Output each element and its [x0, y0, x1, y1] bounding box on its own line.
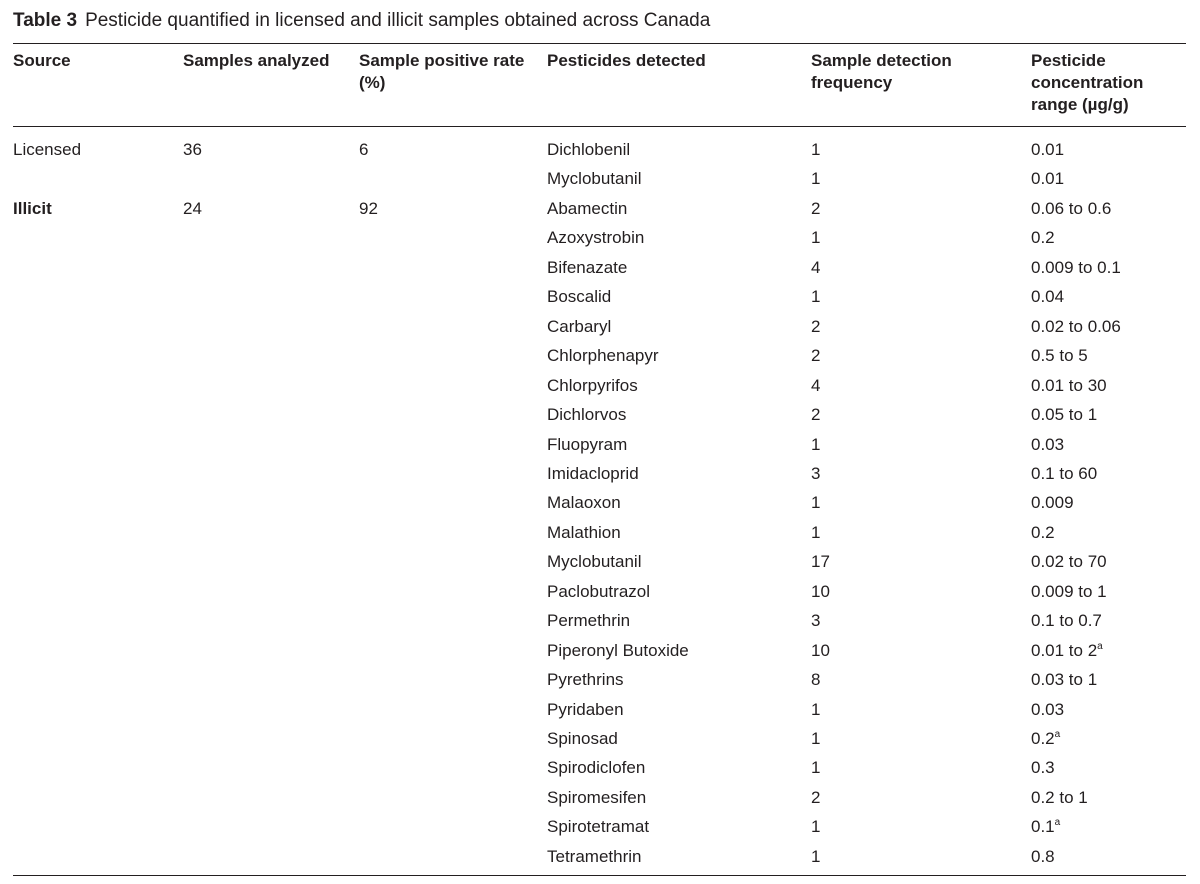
- table-row: [0, 551, 1200, 580]
- concentration-range-cell: [1031, 434, 1064, 456]
- table-row: [0, 168, 1200, 197]
- concentration-range-cell: [1031, 227, 1055, 249]
- concentration-range-cell: [1031, 728, 1060, 750]
- concentration-range-cell: [1031, 198, 1111, 220]
- pesticide-cell-text: Boscalid: [547, 287, 612, 307]
- detection-frequency-cell: [811, 375, 820, 397]
- detection-frequency-cell-text: 4: [811, 375, 821, 395]
- pesticide-cell-text: Pyridaben: [547, 699, 624, 719]
- concentration-range-cell-text: 0.2: [1031, 228, 1055, 248]
- pesticide-cell: [547, 139, 630, 161]
- pesticide-cell: [547, 375, 638, 397]
- positive-rate-cell-text: 6: [359, 140, 369, 159]
- detection-frequency-cell-text: 1: [811, 846, 821, 866]
- table-row: [0, 345, 1200, 374]
- concentration-range-cell: [1031, 463, 1097, 485]
- table-row: [0, 227, 1200, 256]
- pesticide-cell: [547, 551, 642, 573]
- footnote-marker: a: [1097, 640, 1103, 652]
- pesticide-cell: [547, 227, 644, 249]
- pesticide-cell-text: Carbaryl: [547, 316, 612, 336]
- concentration-range-cell-text: 0.2 to 1: [1031, 787, 1088, 807]
- header-concentration-range-line: concentration: [1031, 73, 1144, 92]
- detection-frequency-cell-text: 2: [811, 787, 821, 807]
- detection-frequency-cell: [811, 522, 820, 544]
- header-samples-analyzed: [183, 50, 329, 72]
- concentration-range-cell-text: 0.009 to 1: [1031, 581, 1107, 601]
- detection-frequency-cell: [811, 728, 820, 750]
- pesticide-cell-text: Myclobutanil: [547, 552, 642, 572]
- detection-frequency-cell: [811, 316, 820, 338]
- pesticide-cell-text: Piperonyl Butoxide: [547, 640, 689, 660]
- pesticide-cell: [547, 728, 618, 750]
- concentration-range-cell: [1031, 404, 1097, 426]
- concentration-range-cell: [1031, 787, 1088, 809]
- pesticide-cell: [547, 257, 627, 279]
- detection-frequency-cell-text: 17: [811, 552, 830, 572]
- footnote-marker: a: [1054, 817, 1061, 829]
- detection-frequency-cell-text: 2: [811, 316, 821, 336]
- table-caption: [13, 9, 710, 33]
- pesticide-cell-text: Chlorphenapyr: [547, 346, 659, 366]
- concentration-range-cell-text: 0.03: [1031, 434, 1065, 454]
- detection-frequency-cell: [811, 404, 820, 426]
- pesticide-cell-text: Spinosad: [547, 729, 618, 748]
- pesticide-cell: [547, 286, 611, 308]
- detection-frequency-cell-text: 1: [811, 434, 821, 454]
- pesticide-cell: [547, 168, 642, 190]
- detection-frequency-cell-text: 1: [811, 522, 821, 542]
- detection-frequency-cell: [811, 816, 820, 838]
- table-top-rule: [13, 43, 1186, 44]
- pesticide-cell: [547, 669, 624, 691]
- concentration-range-cell: [1031, 846, 1055, 868]
- concentration-range-cell-text: 0.1 to 60: [1031, 463, 1098, 483]
- pesticide-cell: [547, 787, 646, 809]
- table-caption-text: Pesticide quantified in licensed and illicit samples obtained across Canada: [85, 10, 711, 31]
- pesticide-cell-text: Malathion: [547, 522, 621, 542]
- detection-frequency-cell: [811, 610, 820, 632]
- detection-frequency-cell: [811, 787, 820, 809]
- pesticide-cell: [547, 699, 624, 721]
- detection-frequency-cell-text: 1: [811, 228, 821, 248]
- table-row: [0, 757, 1200, 786]
- table-row: [0, 787, 1200, 816]
- detection-frequency-cell-text: 1: [811, 817, 821, 837]
- table-row: [0, 610, 1200, 639]
- pesticide-cell-text: Dichlorvos: [547, 405, 627, 425]
- detection-frequency-cell: [811, 139, 820, 161]
- samples-analyzed-cell: [183, 198, 202, 220]
- pesticide-cell: [547, 463, 639, 485]
- detection-frequency-cell: [811, 198, 820, 220]
- concentration-range-cell-text: 0.1: [1031, 817, 1055, 837]
- detection-frequency-cell: [811, 551, 830, 573]
- pesticide-cell: [547, 757, 645, 779]
- concentration-range-cell: [1031, 610, 1102, 632]
- concentration-range-cell-text: 0.1 to 0.7: [1031, 611, 1102, 631]
- header-concentration-range-line: Pesticide: [1031, 51, 1106, 70]
- detection-frequency-cell-text: 1: [811, 699, 821, 719]
- table-label: Table 3: [13, 10, 78, 31]
- concentration-range-cell: [1031, 522, 1055, 544]
- table-row: [0, 728, 1200, 757]
- pesticide-cell-text: Paclobutrazol: [547, 581, 651, 601]
- pesticide-cell-text: Azoxystrobin: [547, 228, 645, 248]
- pesticide-cell: [547, 345, 659, 367]
- concentration-range-cell-text: 0.009: [1031, 493, 1074, 513]
- samples-analyzed-cell-text: 24: [183, 198, 202, 218]
- detection-frequency-cell: [811, 463, 820, 485]
- table-row: [0, 316, 1200, 345]
- table-row: [0, 846, 1200, 875]
- header-detection-frequency-line: frequency: [811, 73, 893, 92]
- pesticide-cell-text: Pyrethrins: [547, 670, 624, 690]
- table-row: [0, 699, 1200, 728]
- detection-frequency-cell: [811, 345, 820, 367]
- detection-frequency-cell-text: 3: [811, 463, 821, 483]
- concentration-range-cell: [1031, 669, 1097, 691]
- concentration-range-cell: [1031, 139, 1064, 161]
- detection-frequency-cell: [811, 757, 820, 779]
- detection-frequency-cell-text: 1: [811, 493, 821, 513]
- concentration-range-cell-text: 0.01: [1031, 140, 1065, 159]
- concentration-range-cell-text: 0.03: [1031, 699, 1065, 719]
- concentration-range-cell-text: 0.01: [1031, 169, 1065, 189]
- pesticide-cell-text: Imidacloprid: [547, 463, 639, 483]
- pesticide-cell: [547, 846, 641, 868]
- source-cell: [13, 139, 81, 161]
- detection-frequency-cell-text: 4: [811, 257, 821, 277]
- concentration-range-cell-text: 0.2: [1031, 522, 1055, 542]
- detection-frequency-cell: [811, 581, 830, 603]
- pesticide-cell-text: Fluopyram: [547, 434, 628, 454]
- table-row: [0, 198, 1200, 227]
- concentration-range-cell-text: 0.009 to 0.1: [1031, 257, 1121, 277]
- table-row: [0, 522, 1200, 551]
- detection-frequency-cell: [811, 257, 820, 279]
- source-cell-text: Illicit: [13, 198, 52, 218]
- concentration-range-cell: [1031, 581, 1107, 603]
- detection-frequency-cell: [811, 699, 820, 721]
- concentration-range-cell-text: 0.04: [1031, 287, 1065, 307]
- table-row: [0, 286, 1200, 315]
- detection-frequency-cell: [811, 492, 820, 514]
- pesticide-cell-text: Abamectin: [547, 198, 628, 218]
- pesticide-cell-text: Chlorpyrifos: [547, 375, 638, 395]
- concentration-range-cell-text: 0.3: [1031, 758, 1055, 778]
- detection-frequency-cell-text: 8: [811, 670, 821, 690]
- concentration-range-cell: [1031, 375, 1107, 397]
- table-row: [0, 257, 1200, 286]
- concentration-range-cell: [1031, 816, 1060, 838]
- positive-rate-cell-text: 92: [359, 198, 378, 218]
- header-positive-rate: [359, 50, 524, 94]
- samples-analyzed-cell-text: 36: [183, 140, 202, 159]
- concentration-range-cell-text: 0.02 to 70: [1031, 552, 1107, 572]
- concentration-range-cell: [1031, 286, 1064, 308]
- concentration-range-cell-text: 0.06 to 0.6: [1031, 198, 1112, 218]
- footnote-marker: a: [1054, 729, 1061, 740]
- header-pesticides-detected: [547, 50, 706, 72]
- detection-frequency-cell-text: 10: [811, 640, 830, 660]
- pesticide-cell: [547, 434, 627, 456]
- table-row: [0, 434, 1200, 463]
- concentration-range-cell-text: 0.2: [1031, 729, 1055, 748]
- concentration-range-cell: [1031, 345, 1088, 367]
- pesticide-cell: [547, 610, 630, 632]
- concentration-range-cell-text: 0.01 to 2: [1031, 640, 1098, 660]
- table-row: [0, 375, 1200, 404]
- positive-rate-cell: [359, 139, 368, 161]
- pesticide-cell: [547, 198, 627, 220]
- table-row: [0, 581, 1200, 610]
- header-concentration-range-line: range (µg/g): [1031, 95, 1129, 114]
- concentration-range-cell: [1031, 699, 1064, 721]
- table-header-rule: [13, 126, 1186, 127]
- header-positive-rate-line: (%): [359, 73, 386, 92]
- header-source: [13, 50, 71, 72]
- detection-frequency-cell-text: 2: [811, 405, 821, 425]
- header-concentration-range: [1031, 50, 1143, 116]
- detection-frequency-cell: [811, 168, 820, 190]
- detection-frequency-cell: [811, 286, 820, 308]
- pesticide-cell-text: Myclobutanil: [547, 169, 642, 189]
- detection-frequency-cell-text: 1: [811, 169, 821, 189]
- detection-frequency-cell: [811, 669, 820, 691]
- table-row: [0, 463, 1200, 492]
- pesticide-cell-text: Spirodiclofen: [547, 758, 646, 778]
- pesticide-cell: [547, 404, 626, 426]
- concentration-range-cell-text: 0.05 to 1: [1031, 405, 1098, 425]
- concentration-range-cell-text: 0.01 to 30: [1031, 375, 1107, 395]
- header-detection-frequency: [811, 50, 952, 94]
- pesticide-cell-text: Permethrin: [547, 611, 631, 631]
- header-positive-rate-line: Sample positive rate: [359, 51, 525, 70]
- detection-frequency-cell: [811, 227, 820, 249]
- detection-frequency-cell: [811, 434, 820, 456]
- header-detection-frequency-line: Sample detection: [811, 51, 952, 70]
- table-row: [0, 669, 1200, 698]
- source-cell-text: Licensed: [13, 140, 82, 159]
- detection-frequency-cell-text: 1: [811, 287, 821, 307]
- detection-frequency-cell-text: 1: [811, 758, 821, 778]
- concentration-range-cell-text: 0.02 to 0.06: [1031, 316, 1121, 336]
- pesticide-cell: [547, 316, 611, 338]
- pesticide-cell-text: Dichlobenil: [547, 140, 631, 159]
- concentration-range-cell-text: 0.5 to 5: [1031, 346, 1088, 366]
- pesticide-cell: [547, 492, 621, 514]
- table-row: [0, 404, 1200, 433]
- detection-frequency-cell: [811, 846, 820, 868]
- table-row: [0, 139, 1200, 168]
- positive-rate-cell: [359, 198, 378, 220]
- concentration-range-cell: [1031, 316, 1121, 338]
- concentration-range-cell: [1031, 257, 1121, 279]
- pesticide-cell: [547, 581, 650, 603]
- concentration-range-cell: [1031, 492, 1074, 514]
- pesticide-cell-text: Spiromesifen: [547, 787, 647, 807]
- header-samples-analyzed-line: Samples analyzed: [183, 51, 330, 70]
- pesticide-cell-text: Malaoxon: [547, 493, 621, 513]
- detection-frequency-cell-text: 2: [811, 198, 821, 218]
- detection-frequency-cell-text: 1: [811, 729, 821, 748]
- table-row: [0, 640, 1200, 669]
- pesticide-cell: [547, 640, 689, 662]
- pesticide-cell: [547, 522, 621, 544]
- detection-frequency-cell-text: 10: [811, 581, 830, 601]
- concentration-range-cell: [1031, 168, 1064, 190]
- pesticide-cell-text: Spirotetramat: [547, 817, 650, 837]
- table-row: [0, 492, 1200, 521]
- detection-frequency-cell: [811, 640, 830, 662]
- concentration-range-cell-text: 0.03 to 1: [1031, 670, 1098, 690]
- samples-analyzed-cell: [183, 139, 202, 161]
- detection-frequency-cell-text: 2: [811, 346, 821, 366]
- detection-frequency-cell-text: 3: [811, 611, 821, 631]
- table-row: [0, 816, 1200, 845]
- pesticide-cell-text: Bifenazate: [547, 257, 628, 277]
- source-cell: [13, 198, 52, 220]
- concentration-range-cell-text: 0.8: [1031, 846, 1055, 866]
- concentration-range-cell: [1031, 640, 1103, 662]
- concentration-range-cell: [1031, 757, 1055, 779]
- header-source-line: Source: [13, 51, 71, 70]
- header-pesticides-detected-line: Pesticides detected: [547, 51, 706, 70]
- detection-frequency-cell-text: 1: [811, 140, 821, 159]
- pesticide-cell-text: Tetramethrin: [547, 846, 642, 866]
- pesticide-cell: [547, 816, 649, 838]
- concentration-range-cell: [1031, 551, 1107, 573]
